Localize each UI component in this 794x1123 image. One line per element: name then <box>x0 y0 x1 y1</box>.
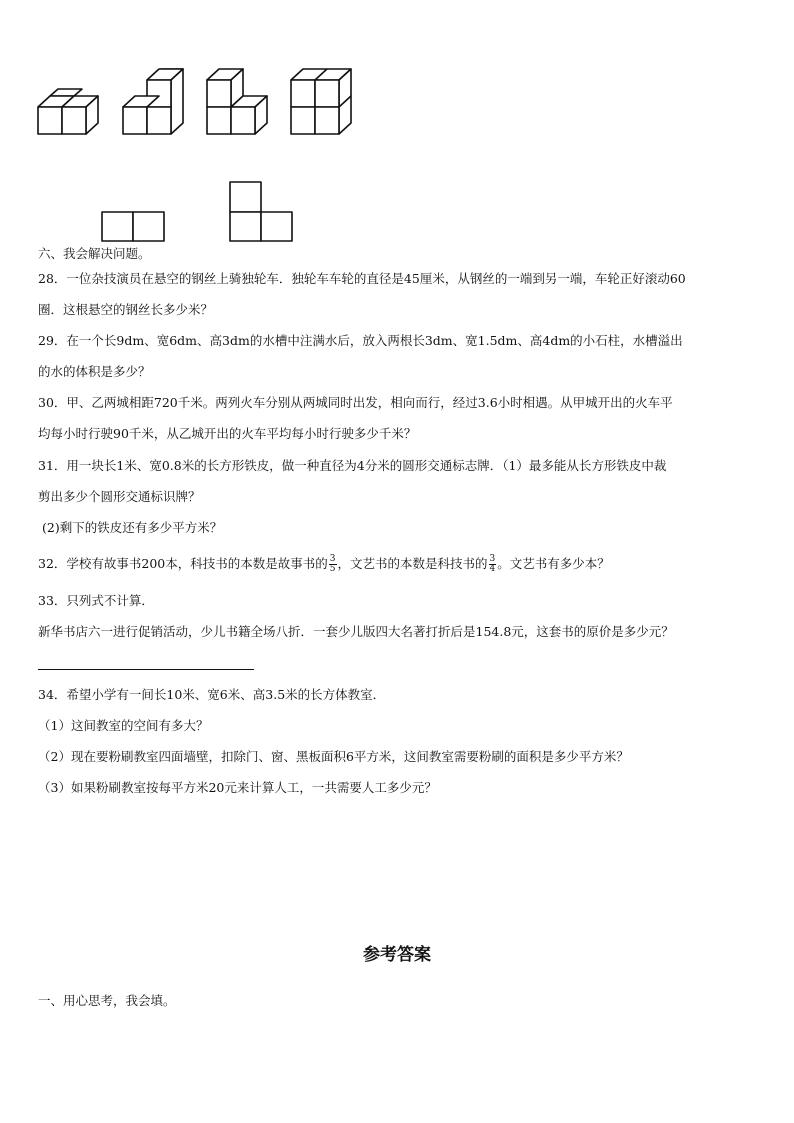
question-29-line-2: 的水的体积是多少？ <box>38 364 151 379</box>
question-34-line-3: （2）现在要粉刷教室四面墙壁，扣除门、窗、黑板面积6平方米，这间教室需要粉刷的面积是多少平方米？ <box>38 749 629 764</box>
question-34-line-2: （1）这间教室的空间有多大？ <box>38 718 209 733</box>
cube-figure-4 <box>291 69 351 134</box>
question-31-line-3: (2)剩下的铁皮还有多少平方米？ <box>42 520 223 535</box>
answer-blank-line <box>38 669 254 670</box>
question-32-part-3: 。文艺书有多少本？ <box>497 556 610 571</box>
question-30-line-1: 30．甲、乙两城相距720千米。两列火车分别从两城同时出发，相向而行，经过3.6小时相遇。从甲城开出的火车平 <box>38 395 673 410</box>
fraction-three-fifths: $\frac{3}{5}$ <box>329 554 336 574</box>
question-34-line-1: 34．希望小学有一间长10米、宽6米、高3.5米的长方体教室． <box>38 687 386 702</box>
question-32 <box>38 555 758 574</box>
cube-figures <box>0 0 794 250</box>
question-31-line-1: 31．用一块长1米、宽0.8米的长方形铁皮，做一种直径为4分米的圆形交通标志牌．（1）最多能从长方形铁皮中裁 <box>38 458 667 473</box>
question-31-line-2: 剪出多少个圆形交通标识牌？ <box>38 489 201 504</box>
flat-view-1 <box>102 212 164 241</box>
cube-figure-1 <box>38 89 98 134</box>
question-28-line-2: 圈．这根悬空的钢丝长多少米？ <box>38 302 214 317</box>
question-33-line-1: 33．只列式不计算． <box>38 593 154 608</box>
question-28-line-1: 28．一位杂技演员在悬空的钢丝上骑独轮车．独轮车车轮的直径是45厘米，从钢丝的一端到另一端，车轮正好滚动60 <box>38 271 686 286</box>
question-32-part-1: 32．学校有故事书200本，科技书的本数是故事书的 <box>38 556 328 571</box>
section-6-title: 六、我会解决问题。 <box>38 246 151 261</box>
question-33-line-2: 新华书店六一进行促销活动，少儿书籍全场八折．一套少儿版四大名著打折后是154.8元，这套书的原价是多少元？ <box>38 624 674 639</box>
cube-figure-2 <box>123 69 183 134</box>
flat-view-2 <box>230 182 292 241</box>
cube-figure-3 <box>207 69 267 134</box>
answers-heading: 参考答案 <box>363 945 431 965</box>
question-29-line-1: 29．在一个长9dm、宽6dm、高3dm的水槽中注满水后，放入两根长3dm、宽1.5dm、高4dm的小石柱，水槽溢出 <box>38 333 683 348</box>
fraction-three-fourths: $\frac{3}{4}$ <box>489 554 496 574</box>
answers-section-1-title: 一、用心思考，我会填。 <box>38 993 176 1008</box>
question-34-line-4: （3）如果粉刷教室按每平方米20元来计算人工，一共需要人工多少元？ <box>38 780 437 795</box>
question-30-line-2: 均每小时行驶90千米，从乙城开出的火车平均每小时行驶多少千米？ <box>38 426 417 441</box>
question-32-part-2: ，文艺书的本数是科技书的 <box>337 556 488 571</box>
